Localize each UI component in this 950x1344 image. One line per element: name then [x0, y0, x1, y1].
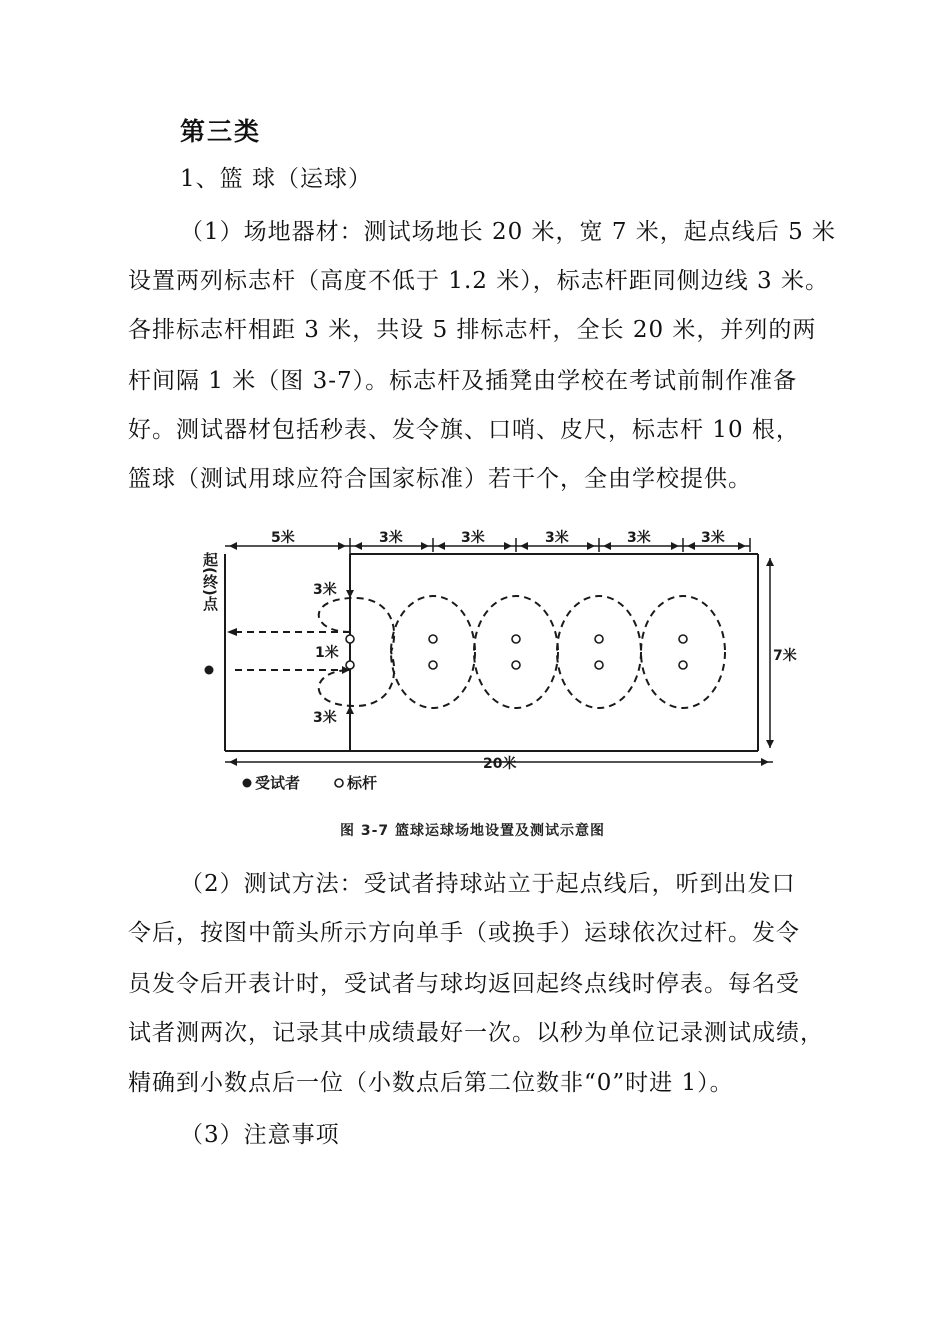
para2-line-1: （2）测试方法：受试者持球站立于起点线后，听到出发口: [180, 871, 796, 897]
legend-pole: 标杆: [347, 774, 378, 792]
para3-heading: （3）注意事项: [180, 1122, 340, 1148]
para1-line-2: 设置两列标志杆（高度不低于 1.2 米），标志杆距同侧边线 3 米。: [128, 268, 829, 294]
bottom-dim-20m: 20米: [483, 756, 517, 772]
figure-caption: 图 3-7 篮球运球场地设置及测试示意图: [340, 823, 606, 839]
top-dim-5m: 5米: [271, 530, 295, 546]
para1-line-4: 杆间隔 1 米（图 3-7）。标志杆及插凳由学校在考试前制作准备: [128, 368, 798, 394]
start-label: 起(终)点: [201, 552, 219, 611]
para2-line-4: 试者测两次，记录其中成绩最好一次。以秒为单位记录测试成绩，: [128, 1020, 824, 1046]
para1-line-6: 篮球（测试用球应符合国家标准）若干个，全由学校提供。: [128, 466, 752, 492]
top-dim-3m-5: 3米: [701, 530, 725, 546]
subsection-title: 1、篮 球（运球）: [180, 166, 372, 192]
court-diagram: [195, 522, 797, 822]
para2-line-2: 令后，按图中箭头所示方向单手（或换手）运球依次过杆。发令: [128, 920, 800, 946]
left-dim-3m-bottom: 3米: [313, 710, 337, 726]
para1-line-3: 各排标志杆相距 3 米，共设 5 排标志杆，全长 20 米，并列的两: [128, 317, 817, 343]
para2-line-5: 精确到小数点后一位（小数点后第二位数非“0”时进 1）。: [128, 1070, 734, 1096]
left-dim-1m: 1米: [315, 645, 339, 661]
para1-line-5: 好。测试器材包括秒表、发令旗、口哨、皮尺，标志杆 10 根，: [128, 417, 800, 443]
top-dim-3m-2: 3米: [461, 530, 485, 546]
section-title: 第三类: [180, 117, 262, 146]
top-dim-3m-4: 3米: [627, 530, 651, 546]
top-dim-3m-1: 3米: [379, 530, 403, 546]
legend-tester: 受试者: [255, 774, 301, 792]
top-dim-3m-3: 3米: [545, 530, 569, 546]
left-dim-3m-top: 3米: [313, 582, 337, 598]
para2-line-3: 员发令后开表计时，受试者与球均返回起终点线时停表。每名受: [128, 971, 800, 997]
right-dim-7m: 7米: [773, 648, 797, 664]
para1-line-1: （1）场地器材：测试场地长 20 米，宽 7 米，起点线后 5 米: [180, 219, 837, 245]
